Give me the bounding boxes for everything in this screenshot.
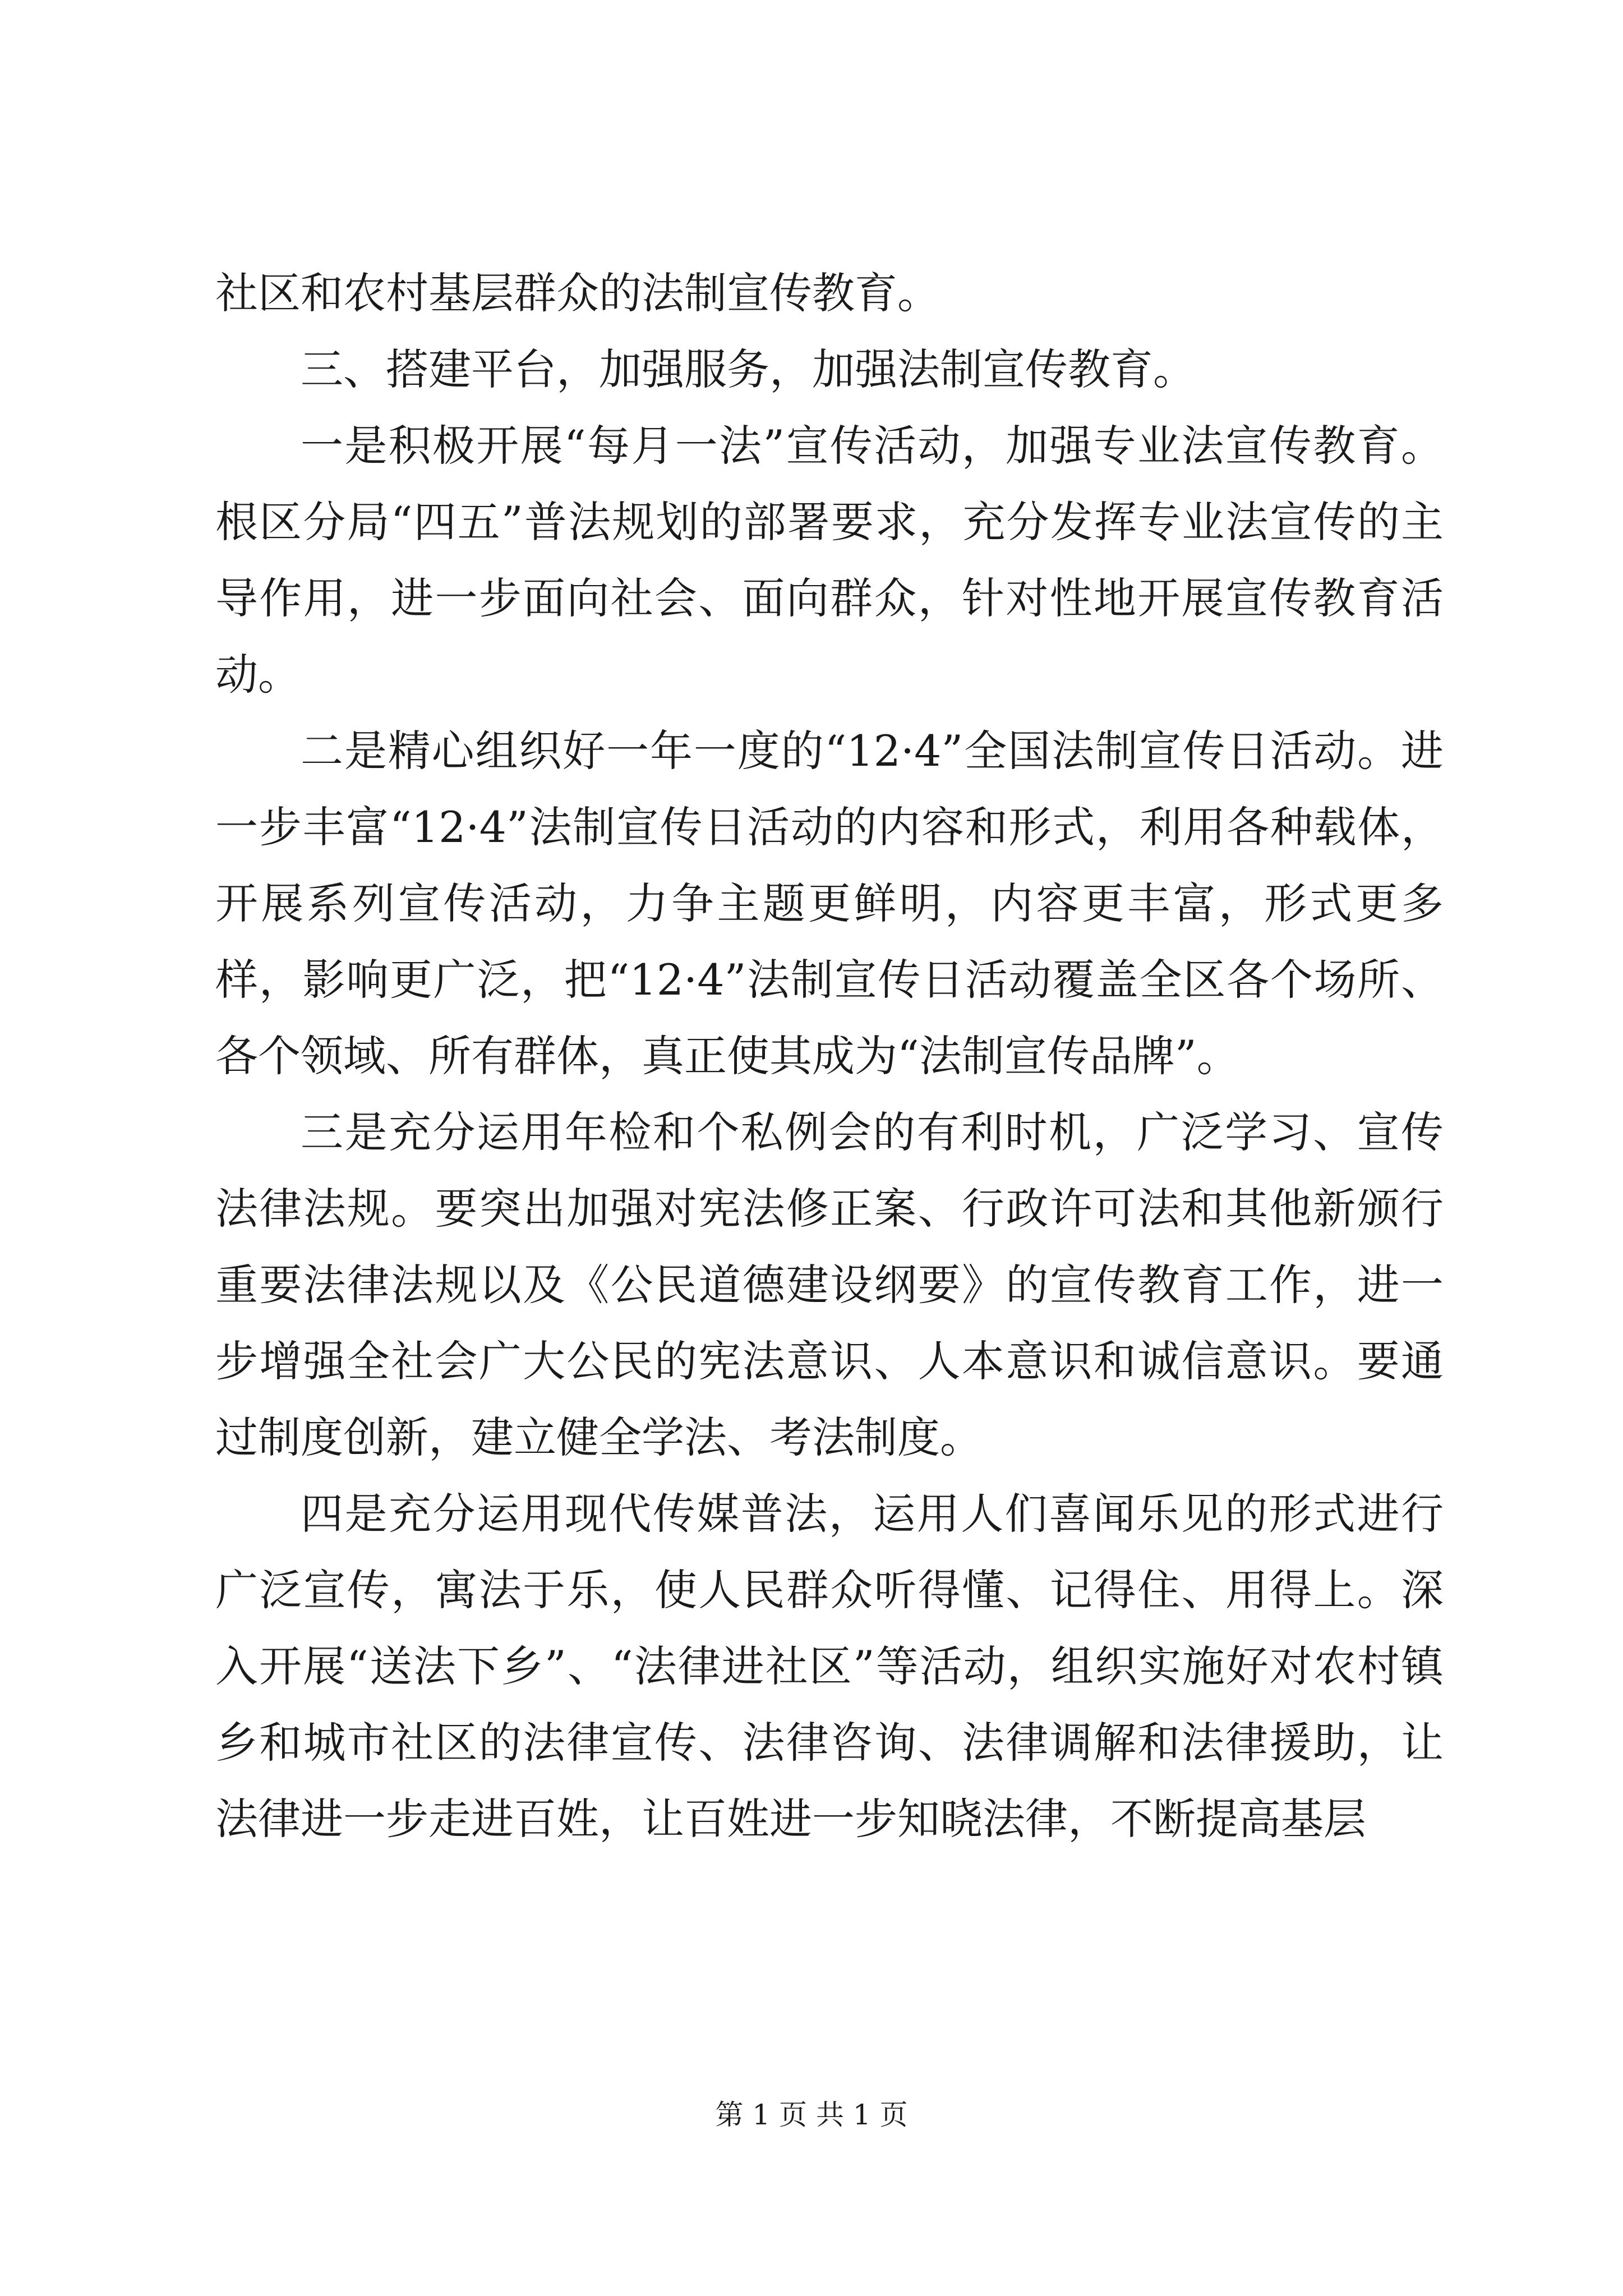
- paragraph-2-section-heading: 三、搭建平台，加强服务，加强法制宣传教育。: [301, 344, 1196, 394]
- page-footer: 第 1 页 共 1 页: [715, 2099, 908, 2131]
- body-text: [215, 255, 1444, 1857]
- paragraph-1: 社区和农村基层群众的法制宣传教育。: [215, 268, 940, 318]
- paragraph-3: 一是积极开展“每月一法”宣传活动，加强专业法宣传教育。根区分局“四五”普法规划的部署要求，充分发挥专业法宣传的主导作用，进一步面向社会、面向群众，针对性地开展宣传教育活动。: [215, 421, 1444, 700]
- paragraph-4: 二是精心组织好一年一度的“12·4”全国法制宣传日活动。进一步丰富“12·4”法制宣传日活动的内容和形式，利用各种载体，开展系列宣传活动，力争主题更鲜明，内容更丰富，形式更多样，影响更广泛，把“12·4”法制宣传日活动覆盖全区各个场所、各个领域、所有群体，真正使其成为“法制宣传品牌”。: [215, 726, 1444, 1081]
- paragraph-5: 三是充分运用年检和个私例会的有利时机，广泛学习、宣传法律法规。要突出加强对宪法修正案、行政许可法和其他新颁行重要法律法规以及《公民道德建设纲要》的宣传教育工作，进一步增强全社会广大公民的宪法意识、人本意识和诚信意识。要通过制度创新，建立健全学法、考法制度。: [215, 1107, 1444, 1462]
- paragraph-6: 四是充分运用现代传媒普法，运用人们喜闻乐见的形式进行广泛宣传，寓法于乐，使人民群众听得懂、记得住、用得上。深入开展“送法下乡”、“法律进社区”等活动，组织实施好对农村镇乡和城市社区的法律宣传、法律咨询、法律调解和法律援助，让法律进一步走进百姓，让百姓进一步知晓法律，不断提高基层: [215, 1489, 1444, 1844]
